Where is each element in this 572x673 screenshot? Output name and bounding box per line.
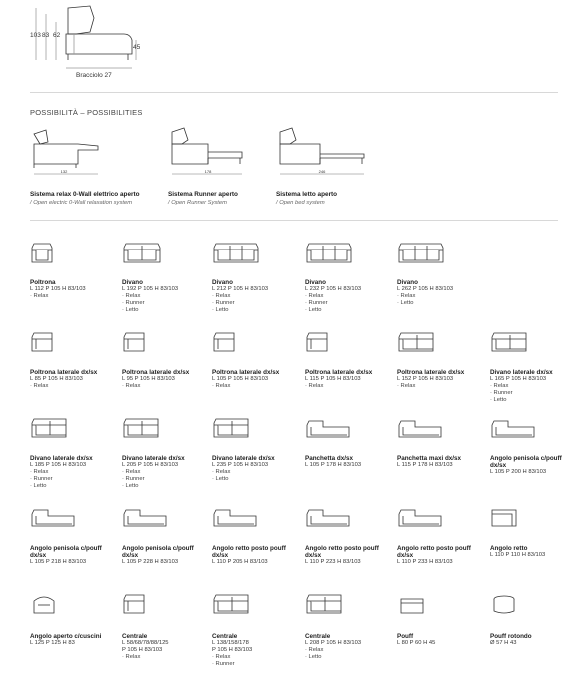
item-option: · Relax xyxy=(212,469,231,476)
catalog-item xyxy=(305,416,393,442)
item-option: · Relax xyxy=(122,383,141,390)
furniture-icon xyxy=(490,505,532,531)
system-subtitle: / Open Runner System xyxy=(168,200,227,206)
item-dimensions: L 232 P 105 H 83/103 xyxy=(305,286,362,293)
item-name: Divano xyxy=(212,279,233,286)
system-relax xyxy=(30,124,102,185)
divider xyxy=(30,220,558,221)
item-dimensions: Ø 57 H 43 xyxy=(490,640,517,647)
item-name: Angolo penisola c/pouff dx/sx xyxy=(30,545,102,560)
catalog-item-text xyxy=(30,633,118,647)
item-option: · Letto xyxy=(305,307,322,314)
catalog-item-text xyxy=(305,545,393,566)
catalog-item xyxy=(212,592,300,618)
furniture-icon xyxy=(122,330,164,356)
item-option: · Runner xyxy=(490,390,513,397)
item-option: · Letto xyxy=(397,300,414,307)
item-option: · Relax xyxy=(212,293,231,300)
item-option: · Runner xyxy=(122,476,145,483)
catalog-item-text xyxy=(212,369,300,390)
item-name: Divano xyxy=(122,279,143,286)
item-option: · Relax xyxy=(305,293,324,300)
catalog-item-text xyxy=(212,455,300,483)
catalog-item xyxy=(212,416,300,442)
catalog-item xyxy=(212,505,300,531)
catalog-item-text xyxy=(490,369,572,404)
catalog-item xyxy=(122,330,210,356)
catalog-item-text xyxy=(30,279,118,300)
item-option: · Runner xyxy=(122,300,145,307)
item-dimensions: L 125 P 125 H 83 xyxy=(30,640,75,647)
item-option: · Relax xyxy=(30,293,49,300)
catalog-item-text xyxy=(305,455,393,469)
catalog-item-text xyxy=(397,545,485,566)
bed-dim: 246 xyxy=(318,169,326,174)
item-option: · Relax xyxy=(305,647,324,654)
height-dim-1: 103 xyxy=(30,32,41,39)
furniture-icon xyxy=(305,330,347,356)
furniture-icon xyxy=(490,330,532,356)
furniture-icon xyxy=(212,330,254,356)
system-runner xyxy=(168,124,248,185)
item-name: Panchetta dx/sx xyxy=(305,455,353,462)
system-subtitle: / Open bed system xyxy=(276,200,325,206)
catalog-item xyxy=(30,241,118,267)
item-name: Poltrona laterale dx/sx xyxy=(212,369,280,376)
item-name: Divano xyxy=(305,279,326,286)
catalog-item xyxy=(122,416,210,442)
item-option: · Relax xyxy=(122,469,141,476)
catalog-item-text xyxy=(122,369,210,390)
furniture-icon xyxy=(397,416,447,442)
item-option: · Letto xyxy=(122,483,139,490)
item-dimensions: L 138/158/178 xyxy=(212,640,249,647)
item-name: Angolo retto posto pouff dx/sx xyxy=(305,545,379,560)
furniture-icon xyxy=(490,592,532,618)
catalog-item xyxy=(305,505,393,531)
catalog-item-text xyxy=(30,455,118,490)
catalog-item-text xyxy=(212,633,300,668)
item-name: Angolo penisola c/pouff dx/sx xyxy=(490,455,562,470)
catalog-item-text xyxy=(397,633,485,647)
catalog-item-text xyxy=(30,545,118,566)
item-dimensions: L 112 P 105 H 83/103 xyxy=(30,286,86,293)
divider xyxy=(30,92,558,93)
item-dimensions: L 165 P 105 H 83/103 xyxy=(490,376,547,383)
item-option: · Letto xyxy=(305,654,322,661)
item-option: · Relax xyxy=(305,383,324,390)
item-option: · Letto xyxy=(490,397,507,404)
catalog-item xyxy=(305,592,393,618)
furniture-icon xyxy=(305,416,355,442)
item-dimensions: L 212 P 105 H 83/103 xyxy=(212,286,269,293)
catalog-item-text xyxy=(397,279,485,307)
item-dimensions: L 235 P 105 H 83/103 xyxy=(212,462,269,469)
section-title: POSSIBILITÀ – POSSIBILITIES xyxy=(30,108,143,117)
catalog-item xyxy=(30,330,118,356)
item-option: · Relax xyxy=(122,654,141,661)
furniture-icon xyxy=(212,241,262,267)
item-dimensions: L 115 P 105 H 83/103 xyxy=(305,376,361,383)
catalog-item xyxy=(397,505,485,531)
item-name: Poltrona laterale dx/sx xyxy=(397,369,465,376)
item-name: Angolo retto xyxy=(490,545,528,552)
item-dimensions: L 185 P 105 H 83/103 xyxy=(30,462,87,469)
furniture-icon xyxy=(122,416,164,442)
item-dimensions: L 208 P 105 H 83/103 xyxy=(305,640,362,647)
catalog-item-text xyxy=(490,633,572,647)
item-dimensions: L 152 P 105 H 83/103 xyxy=(397,376,454,383)
item-name: Pouff rotondo xyxy=(490,633,532,640)
catalog-item-text xyxy=(490,545,572,559)
item-name: Angolo retto posto pouff dx/sx xyxy=(212,545,286,560)
furniture-icon xyxy=(122,505,172,531)
furniture-icon xyxy=(397,592,439,618)
catalog-item xyxy=(490,592,572,618)
catalog-item xyxy=(122,241,210,267)
item-name: Divano laterale dx/sx xyxy=(122,455,185,462)
catalog-item xyxy=(30,592,118,618)
height-dim-3: 62 xyxy=(53,32,61,39)
catalog-item xyxy=(30,505,118,531)
catalog-item xyxy=(490,416,572,442)
catalog-item xyxy=(490,505,572,531)
item-name: Pouff xyxy=(397,633,414,640)
catalog-item-text xyxy=(122,633,210,661)
catalog-item-text xyxy=(30,369,118,390)
furniture-icon xyxy=(30,416,72,442)
item-name: Centrale xyxy=(122,633,148,640)
seat-height-dim: 45 xyxy=(133,44,141,51)
item-dimensions: L 110 P 233 H 83/103 xyxy=(397,559,453,566)
catalog-item xyxy=(397,416,485,442)
item-dimensions: L 110 P 205 H 83/103 xyxy=(212,559,268,566)
item-dimensions: L 110 P 223 H 83/103 xyxy=(305,559,361,566)
item-dimensions: L 115 P 178 H 83/103 xyxy=(397,462,453,469)
item-dimensions: L 192 P 105 H 83/103 xyxy=(122,286,179,293)
item-dimensions: L 85 P 105 H 83/103 xyxy=(30,376,83,383)
catalog-item xyxy=(305,330,393,356)
system-title: Sistema Runner aperto xyxy=(168,191,238,198)
item-dimensions: L 105 P 218 H 83/103 xyxy=(30,559,87,566)
furniture-icon xyxy=(397,330,439,356)
item-option: · Relax xyxy=(212,383,231,390)
item-option: · Relax xyxy=(122,293,141,300)
furniture-icon xyxy=(305,505,355,531)
item-option: · Relax xyxy=(397,383,416,390)
item-dimensions: L 105 P 200 H 83/103 xyxy=(490,469,547,476)
item-name: Divano laterale dx/sx xyxy=(212,455,275,462)
catalog-item xyxy=(122,592,210,618)
item-dimensions: L 80 P 60 H 45 xyxy=(397,640,436,647)
relax-dim: 132 xyxy=(60,169,68,174)
system-title: Sistema letto aperto xyxy=(276,191,338,198)
item-option: · Runner xyxy=(212,300,235,307)
furniture-icon xyxy=(30,241,72,267)
item-dimensions: L 58/68/78/88/125 xyxy=(122,640,169,647)
catalog-item-text xyxy=(212,279,300,314)
furniture-icon xyxy=(212,505,262,531)
catalog-item xyxy=(490,330,572,356)
item-option: · Letto xyxy=(212,476,229,483)
furniture-icon xyxy=(212,416,254,442)
furniture-icon xyxy=(30,505,80,531)
item-option: · Relax xyxy=(397,293,416,300)
item-option: · Runner xyxy=(30,476,53,483)
item-name: Divano xyxy=(397,279,418,286)
runner-dim: 178 xyxy=(204,169,212,174)
furniture-icon xyxy=(30,330,72,356)
item-option: · Relax xyxy=(30,469,49,476)
furniture-icon xyxy=(397,241,447,267)
item-option: · Runner xyxy=(212,661,235,668)
item-name: Centrale xyxy=(305,633,331,640)
catalog-item xyxy=(30,416,118,442)
item-dimensions: L 95 P 105 H 83/103 xyxy=(122,376,175,383)
catalog-item-text xyxy=(397,369,485,390)
item-name: Poltrona laterale dx/sx xyxy=(305,369,373,376)
item-dimensions: L 205 P 105 H 83/103 xyxy=(122,462,179,469)
catalog-item xyxy=(397,592,485,618)
catalog-item-text xyxy=(122,455,210,490)
item-option: · Runner xyxy=(305,300,328,307)
item-dimensions: L 110 P 110 H 83/103 xyxy=(490,552,546,559)
catalog-item-text xyxy=(490,455,572,476)
item-dimensions: L 262 P 105 H 83/103 xyxy=(397,286,454,293)
system-bed xyxy=(276,124,372,185)
catalog-item xyxy=(397,330,485,356)
furniture-icon xyxy=(122,592,164,618)
catalog-item-text xyxy=(305,279,393,314)
catalog-item xyxy=(212,330,300,356)
item-option: · Relax xyxy=(212,654,231,661)
furniture-icon xyxy=(490,416,540,442)
system-title: Sistema relax 0-Wall elettrico aperto xyxy=(30,191,140,198)
furniture-icon xyxy=(122,241,164,267)
catalog-item-text xyxy=(122,545,210,566)
item-name: Centrale xyxy=(212,633,238,640)
item-option: · Letto xyxy=(30,483,47,490)
catalog-item-text xyxy=(305,633,393,661)
catalog-item xyxy=(212,241,300,267)
item-dimensions: P 105 H 83/103 xyxy=(122,647,163,654)
item-option: · Letto xyxy=(212,307,229,314)
item-name: Poltrona laterale dx/sx xyxy=(122,369,190,376)
item-name: Divano laterale dx/sx xyxy=(490,369,553,376)
furniture-icon xyxy=(305,592,347,618)
catalog-item xyxy=(122,505,210,531)
item-dimensions: P 105 H 83/103 xyxy=(212,647,253,654)
catalog-item xyxy=(305,241,393,267)
item-name: Poltrona xyxy=(30,279,56,286)
item-name: Panchetta maxi dx/sx xyxy=(397,455,462,462)
item-dimensions: L 105 P 228 H 83/103 xyxy=(122,559,179,566)
catalog-item xyxy=(397,241,485,267)
catalog-item-text xyxy=(305,369,393,390)
armchair-side-drawing xyxy=(28,4,148,82)
furniture-icon xyxy=(212,592,254,618)
item-name: Angolo aperto c/cuscini xyxy=(30,633,102,640)
item-option: · Relax xyxy=(490,383,509,390)
item-name: Angolo retto posto pouff dx/sx xyxy=(397,545,471,560)
item-option: · Relax xyxy=(30,383,49,390)
item-dimensions: L 105 P 105 H 83/103 xyxy=(212,376,269,383)
furniture-icon xyxy=(397,505,447,531)
item-name: Poltrona laterale dx/sx xyxy=(30,369,98,376)
armrest-label: Bracciolo 27 xyxy=(76,72,112,79)
item-option: · Letto xyxy=(122,307,139,314)
item-name: Angolo penisola c/pouff dx/sx xyxy=(122,545,194,560)
catalog-item-text xyxy=(397,455,485,469)
system-subtitle: / Open electric 0-Wall relaxation system xyxy=(30,200,133,206)
catalog-item-text xyxy=(212,545,300,566)
furniture-icon xyxy=(30,592,72,618)
catalog-item-text xyxy=(122,279,210,314)
height-dim-2: 83 xyxy=(42,32,50,39)
item-dimensions: L 105 P 178 H 83/103 xyxy=(305,462,362,469)
furniture-icon xyxy=(305,241,355,267)
item-name: Divano laterale dx/sx xyxy=(30,455,93,462)
